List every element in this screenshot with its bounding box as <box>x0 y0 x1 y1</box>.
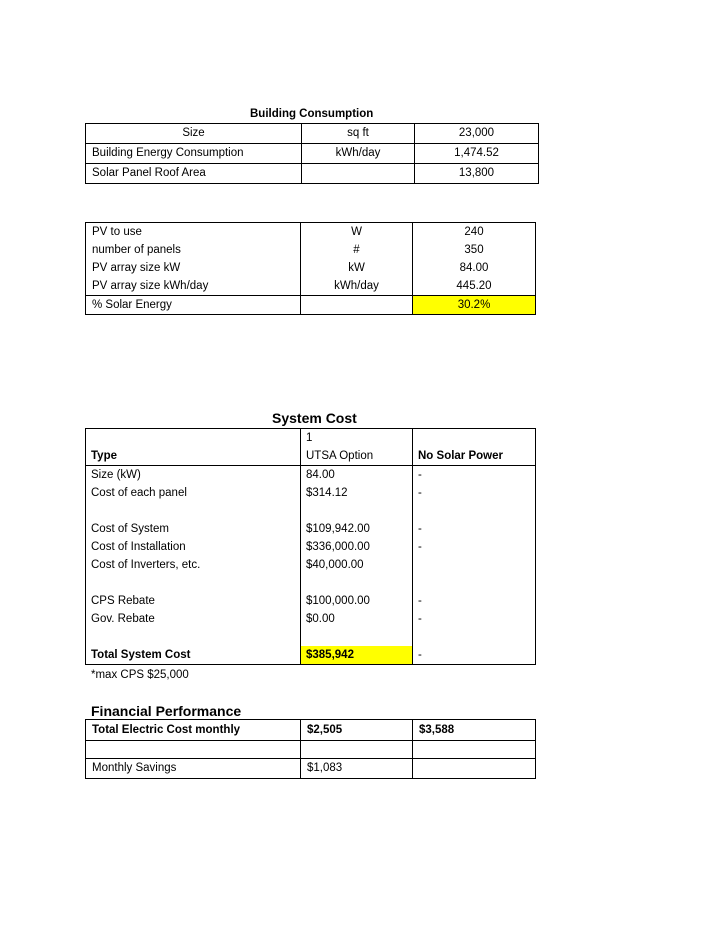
row-value: 350 <box>413 241 536 259</box>
table-row <box>86 429 536 448</box>
financial-table <box>85 719 536 779</box>
row-unit <box>302 164 415 184</box>
row-value: 445.20 <box>413 277 536 296</box>
table-row <box>86 592 536 610</box>
row-alt: - <box>413 592 536 610</box>
table-row <box>86 759 536 779</box>
solar-energy-percent: 30.2% <box>413 296 536 315</box>
table-row <box>86 466 536 485</box>
spacer-row <box>86 628 536 646</box>
row-alt: - <box>413 538 536 556</box>
table-row <box>86 223 536 242</box>
table-row <box>86 241 536 259</box>
row-label: Monthly Savings <box>86 759 301 779</box>
row-value: $0.00 <box>301 610 413 628</box>
table-row <box>86 520 536 538</box>
system-cost-table <box>85 428 536 665</box>
table-row <box>86 447 536 466</box>
pv-table <box>85 222 536 315</box>
row-value: 1,474.52 <box>415 144 539 164</box>
row-alt: - <box>413 520 536 538</box>
row-unit <box>301 296 413 315</box>
table-row <box>86 538 536 556</box>
type-label: Type <box>86 447 301 466</box>
row-label: CPS Rebate <box>86 592 301 610</box>
row-alt: - <box>413 466 536 485</box>
building-consumption-table <box>85 123 539 184</box>
spacer-row <box>86 502 536 520</box>
size-unit: sq ft <box>302 124 415 144</box>
table-row <box>86 484 536 502</box>
row-label: Gov. Rebate <box>86 610 301 628</box>
row-value: 84.00 <box>413 259 536 277</box>
system-cost-title: System Cost <box>272 410 357 426</box>
row-label: Building Energy Consumption <box>86 144 302 164</box>
row-value: 84.00 <box>301 466 413 485</box>
row-value: $336,000.00 <box>301 538 413 556</box>
row-value: $100,000.00 <box>301 592 413 610</box>
row-label: number of panels <box>86 241 301 259</box>
row-alt: - <box>413 610 536 628</box>
size-value: 23,000 <box>415 124 539 144</box>
table-row <box>86 720 536 741</box>
row-value: 13,800 <box>415 164 539 184</box>
row-label: Cost of Installation <box>86 538 301 556</box>
total-system-cost: $385,942 <box>301 646 413 665</box>
total-row <box>86 646 536 665</box>
row-label: Cost of Inverters, etc. <box>86 556 301 574</box>
option-label: UTSA Option <box>301 447 413 466</box>
row-label: Cost of System <box>86 520 301 538</box>
row-alt: - <box>413 646 536 665</box>
row-value: $109,942.00 <box>301 520 413 538</box>
spacer-row <box>86 741 536 759</box>
table-row <box>86 610 536 628</box>
row-value: $1,083 <box>301 759 413 779</box>
row-unit: W <box>301 223 413 242</box>
row-label: Total Electric Cost monthly <box>86 720 301 741</box>
cps-note: *max CPS $25,000 <box>91 669 189 681</box>
option-number: 1 <box>301 429 413 448</box>
table-row <box>86 164 539 184</box>
table-row <box>86 259 536 277</box>
row-alt: $3,588 <box>413 720 536 741</box>
row-value: $2,505 <box>301 720 413 741</box>
row-label: % Solar Energy <box>86 296 301 315</box>
row-value: 240 <box>413 223 536 242</box>
table-row <box>86 296 536 315</box>
table-row <box>86 277 536 296</box>
financial-performance-title: Financial Performance <box>91 703 242 719</box>
row-alt <box>413 556 536 574</box>
row-unit: kW <box>301 259 413 277</box>
total-label: Total System Cost <box>86 646 301 665</box>
row-value: $40,000.00 <box>301 556 413 574</box>
row-alt <box>413 759 536 779</box>
row-label: Solar Panel Roof Area <box>86 164 302 184</box>
table-row <box>86 144 539 164</box>
size-label: Size <box>86 124 302 144</box>
row-value: $314.12 <box>301 484 413 502</box>
row-label: PV to use <box>86 223 301 242</box>
row-label: PV array size kWh/day <box>86 277 301 296</box>
table-row <box>86 556 536 574</box>
row-alt: - <box>413 484 536 502</box>
building-consumption-title: Building Consumption <box>250 108 374 120</box>
row-unit: kWh/day <box>301 277 413 296</box>
row-unit: # <box>301 241 413 259</box>
row-label: Size (kW) <box>86 466 301 485</box>
no-solar-label: No Solar Power <box>413 447 536 466</box>
spacer-row <box>86 574 536 592</box>
row-label: Cost of each panel <box>86 484 301 502</box>
row-unit: kWh/day <box>302 144 415 164</box>
row-label: PV array size kW <box>86 259 301 277</box>
table-row <box>86 124 539 144</box>
